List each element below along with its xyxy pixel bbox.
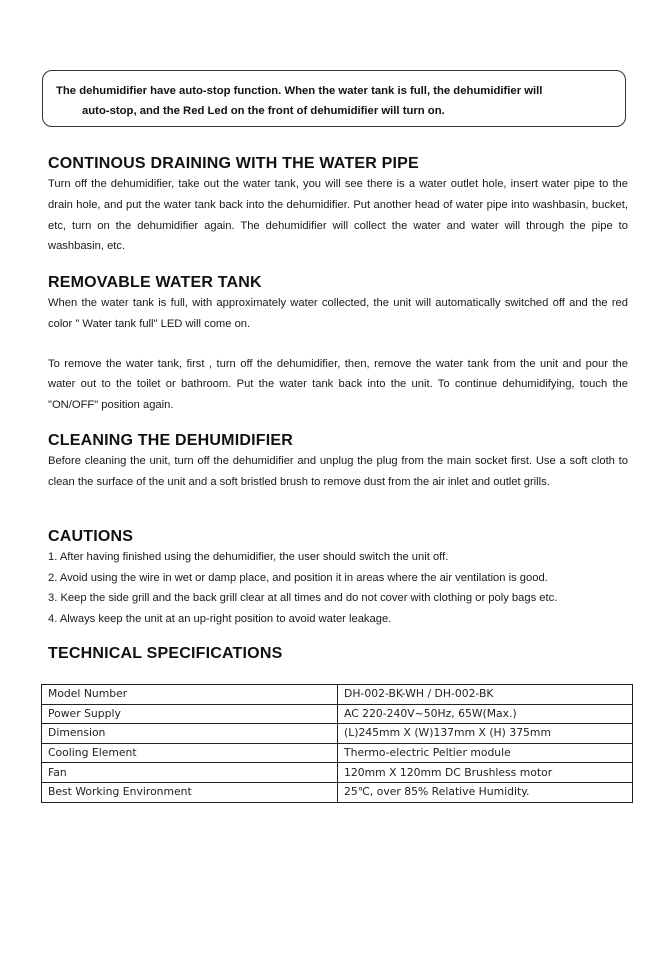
continuous-draining-section [48, 154, 628, 257]
spec-value: 120mm X 120mm DC Brushless motor [338, 763, 633, 783]
cautions-section [48, 527, 628, 630]
table-row [42, 743, 633, 763]
spec-value: Thermo-electric Peltier module [338, 743, 633, 763]
cleaning-heading: CLEANING THE DEHUMIDIFIER [48, 432, 293, 449]
cautions-heading: CAUTIONS [48, 528, 134, 545]
continuous-draining-heading: CONTINOUS DRAINING WITH THE WATER PIPE [48, 155, 419, 172]
cleaning-text: Before cleaning the unit, turn off the dehumidifier and unplug the plug from the main socket first. Use a soft cloth to clean the surface of the unit and a soft bristled brush to remove dust from the air inlet and outlet grills. [48, 455, 628, 488]
continuous-draining-text: Turn off the dehumidifier, take out the water tank, you will see there is a water outlet hole, insert water pipe to the drain hole, and put the water tank back into the dehumidifier. Put another head of water pipe into washbasin, bucket, etc, turn on the dehumidifier again. The dehumidifier will collect the water and water will through the pipe to washbasin, etc. [48, 178, 628, 253]
table-row [42, 704, 633, 724]
spec-value: (L)245mm X (W)137mm X (H) 375mm [338, 724, 633, 744]
removable-tank-text-1: When the water tank is full, with approximately water collected, the unit will automatically switched off and the red color " Water tank full" LED will come on. [48, 297, 628, 330]
spec-label: Fan [42, 763, 338, 783]
caution-item: 2. Avoid using the wire in wet or damp place, and position it in areas where the air ventilation is good. [48, 571, 548, 584]
table-row [42, 782, 633, 802]
spec-label: Dimension [42, 724, 338, 744]
removable-tank-text-2: To remove the water tank, first , turn off the dehumidifier, then, remove the water tank from the unit and pour the water out to the toilet or bathroom. Put the water tank back into the unit. To continue dehumidifying, touch the "ON/OFF" position again. [48, 357, 628, 412]
spec-label: Power Supply [42, 704, 338, 724]
specs-section [48, 644, 628, 664]
table-row [42, 685, 633, 705]
auto-stop-notice-box [42, 70, 626, 127]
notice-line-1: The dehumidifier have auto-stop function. When the water tank is full, the dehumidifier will [56, 85, 543, 97]
removable-tank-section [48, 273, 628, 416]
spec-label: Model Number [42, 685, 338, 705]
removable-tank-heading: REMOVABLE WATER TANK [48, 274, 262, 291]
spec-value: DH-002-BK-WH / DH-002-BK [338, 685, 633, 705]
spec-value: AC 220-240V~50Hz, 65W(Max.) [338, 704, 633, 724]
spec-label: Cooling Element [42, 743, 338, 763]
spec-value: 25℃, over 85% Relative Humidity. [338, 782, 633, 802]
spec-label: Best Working Environment [42, 782, 338, 802]
caution-item: 1. After having finished using the dehumidifier, the user should switch the unit off. [48, 551, 449, 563]
specs-table [41, 684, 633, 803]
specs-heading: TECHNICAL SPECIFICATIONS [48, 645, 283, 662]
caution-item: 3. Keep the side grill and the back grill clear at all times and do not cover with clothing or poly bags etc. [48, 592, 558, 605]
caution-item: 4. Always keep the unit at an up-right position to avoid water leakage. [48, 613, 392, 626]
cleaning-section [48, 431, 628, 493]
notice-line-2: auto-stop, and the Red Led on the front of dehumidifier will turn on. [82, 105, 445, 117]
table-row [42, 724, 633, 744]
table-row [42, 763, 633, 783]
